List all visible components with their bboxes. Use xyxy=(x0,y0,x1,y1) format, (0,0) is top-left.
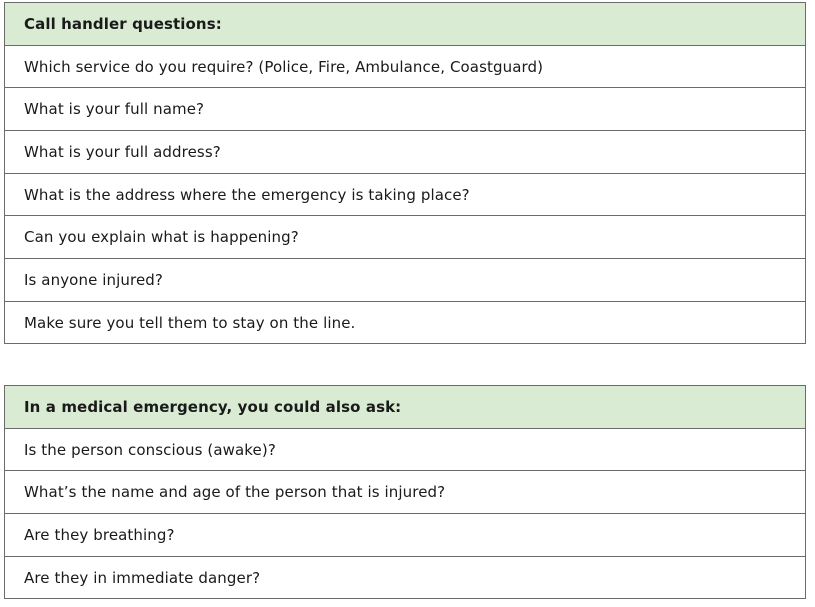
question-row: Are they breathing? xyxy=(5,514,805,557)
question-row: Which service do you require? (Police, Fire, Ambulance, Coastguard) xyxy=(5,46,805,89)
question-row: What is the address where the emergency is taking place? xyxy=(5,174,805,217)
medical-emergency-questions-table xyxy=(4,385,806,599)
question-row: What is your full name? xyxy=(5,88,805,131)
question-row: What is your full address? xyxy=(5,131,805,174)
question-row: Is the person conscious (awake)? xyxy=(5,429,805,472)
question-row: Is anyone injured? xyxy=(5,259,805,302)
call-handler-questions-table xyxy=(4,2,806,344)
table-header: Call handler questions: xyxy=(5,3,805,46)
question-row: Can you explain what is happening? xyxy=(5,216,805,259)
table-header: In a medical emergency, you could also ask: xyxy=(5,386,805,429)
question-row: What’s the name and age of the person that is injured? xyxy=(5,471,805,514)
question-row: Are they in immediate danger? xyxy=(24,569,261,588)
question-row: Make sure you tell them to stay on the line. xyxy=(24,314,356,333)
